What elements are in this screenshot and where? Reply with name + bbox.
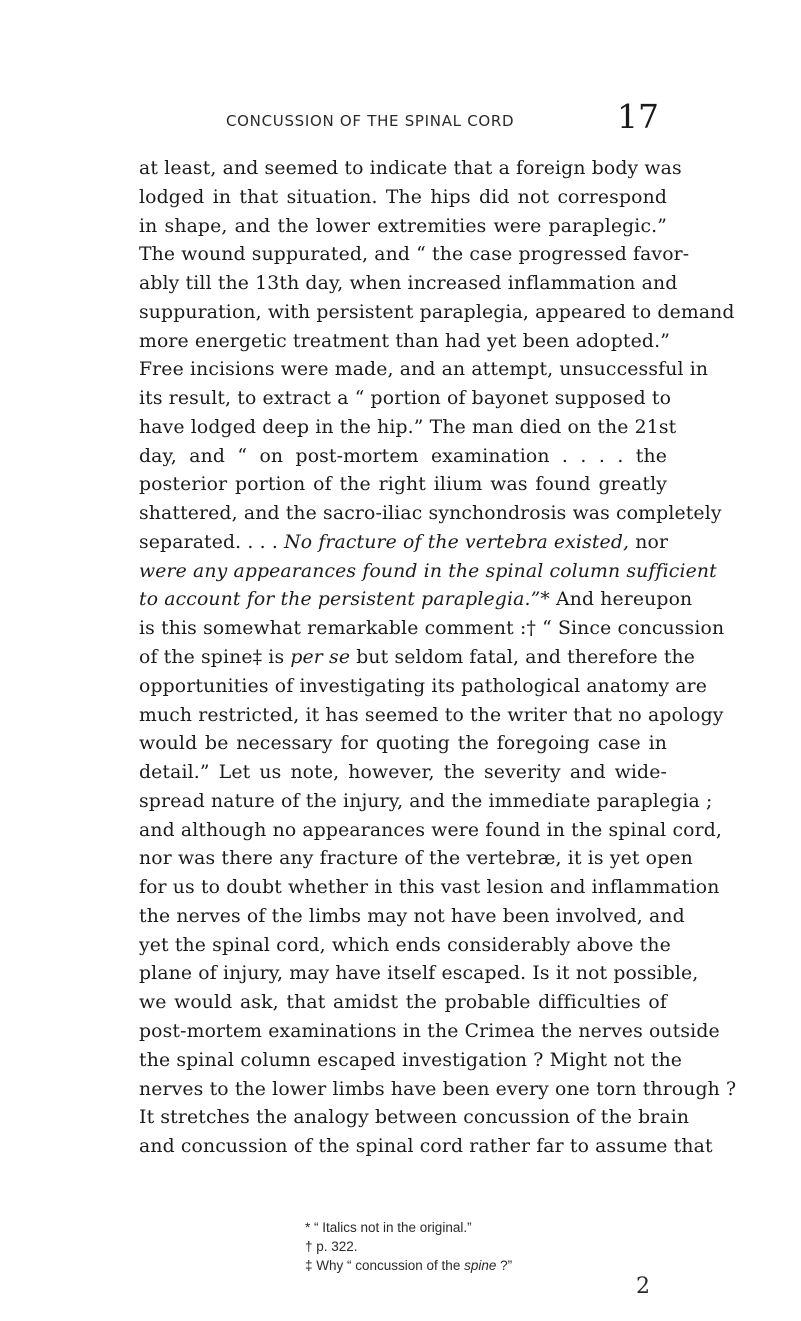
text-line: detail.” Let us note, however, the severity and wide- [139,762,667,784]
text-line: at least, and seemed to indicate that a foreign body was [139,158,682,179]
footnote-double-dagger [305,1256,605,1275]
text-line: Free incisions were made, and an attempt, unsuccessful in [139,359,709,381]
text-line: more energetic treatment than had yet been adopted.” [139,330,670,352]
text-line: the spinal column escaped investigation ? Might not the [139,1049,683,1071]
text-line: plane of injury, may have itself escaped. Is it not possible, [139,963,699,985]
text-line: for us to doubt whether in this vast lesion and inflammation [139,877,720,899]
text-run: separated. . . . [139,531,279,553]
running-title: CONCUSSION OF THE SPINAL CORD [226,112,515,130]
text-line: posterior portion of the right ilium was found greatly [139,474,667,496]
text-line: and concussion of the spinal cord rather far to assume that [139,1136,713,1158]
text-line: spread nature of the injury, and the immediate paraplegia ; [139,790,713,812]
footnote-asterisk: * “ Italics not in the original.” [305,1220,472,1235]
text-line: It stretches the analogy between concussion of the brain [139,1107,690,1129]
text-line: we would ask, that amidst the probable difficulties of [139,992,667,1014]
text-line: shattered, and the sacro-iliac synchondrosis was completely [139,503,722,525]
text-line: opportunities of investigating its pathological anatomy are [139,675,708,697]
body-text [139,155,737,1162]
footnote-text: ?” [496,1258,513,1273]
text-line: post-mortem examinations in the Crimea the nerves outside [139,1020,720,1042]
italic-run: were any appearances found in the spinal column sufficient [139,560,717,582]
italic-run: per se [290,647,351,669]
signature-mark: 2 [636,1274,650,1299]
text-run: And hereupon [549,589,693,611]
text-line-mixed [139,644,696,673]
text-line: and although no appearances were found in the spinal cord, [139,819,722,841]
text-run: but seldom fatal, and therefore the [350,647,696,669]
text-line: day, and “ on post-mortem examination . . . . the [139,445,667,467]
text-line: lodged in that situation. The hips did not correspond [139,186,667,208]
text-line: suppuration, with persistent paraplegia, appeared to demand [139,301,735,323]
text-line: nerves to the lower limbs have been every one torn through ? [139,1078,737,1100]
italic-run: No fracture of the vertebra existed, [284,531,630,553]
footnote-dagger: † p. 322. [305,1239,358,1254]
text-line-mixed [139,529,667,558]
text-line: nor was there any fracture of the vertebræ, it is yet open [139,848,693,870]
text-line: yet the spinal cord, which ends considerably above the [139,934,671,956]
text-line-mixed [139,586,693,615]
footnote-text: ‡ Why “ concussion of the [305,1258,465,1273]
text-line: ably till the 13th day, when increased inflammation and [139,273,678,295]
text-line: The wound suppurated, and “ the case progressed favor- [139,244,690,266]
text-line: its result, to extract a “ portion of bayonet supposed to [139,388,672,410]
text-line: would be necessary for quoting the foregoing case in [139,733,667,755]
italic-run: to account for the persistent paraplegia.”* [139,589,550,611]
text-line: the nerves of the limbs may not have been involved, and [139,905,685,927]
text-line-mixed [139,615,725,644]
text-line: in shape, and the lower extremities were paraplegic.” [139,215,667,237]
text-run: of the spine‡ is [139,647,285,669]
footnote-italic: spine [464,1258,497,1273]
running-head [0,92,801,136]
page-number: 17 [617,97,659,136]
text-line: much restricted, it has seemed to the writer that no apology [139,704,724,726]
text-line: have lodged deep in the hip.” The man died on the 21st [139,416,677,438]
text-run: nor [629,531,669,553]
text-run: “ Since concussion [536,618,725,640]
text-line-italic [139,558,717,587]
footnotes [305,1218,605,1275]
text-run: is this somewhat remarkable comment :† [139,618,536,640]
